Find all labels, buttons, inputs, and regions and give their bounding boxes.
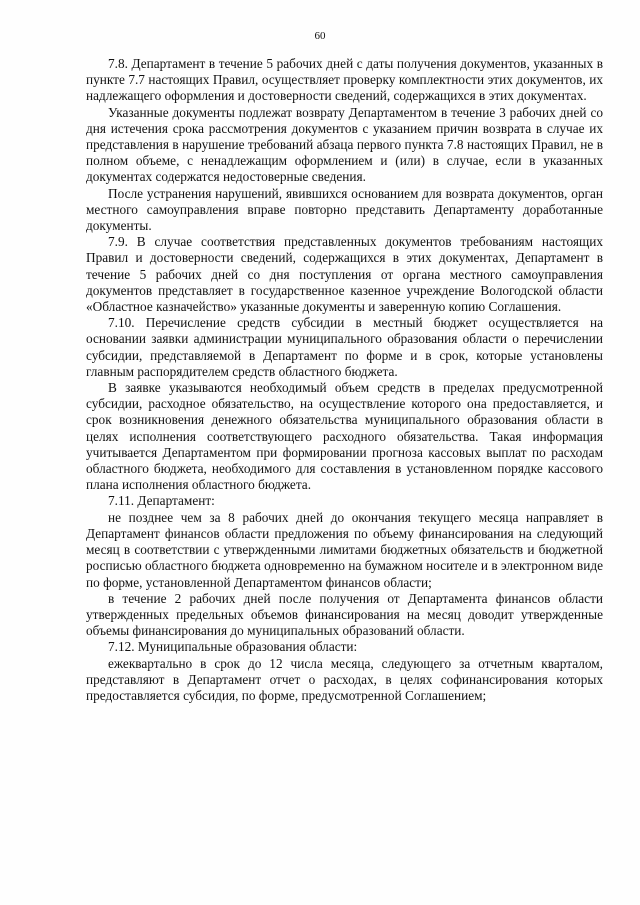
paragraph-7-12: 7.12. Муниципальные образования области: [108, 639, 358, 655]
paragraph-7-10: 7.10. Перечисление средств субсидии в местный бюджет осуществляется на основании заявки администрации муниципального образования области о перечислении субсидии, представляемой в Департамент по форме и в срок, которые установлены главным распорядителем средств областного бюджета. [86, 315, 603, 379]
paragraph-7-11: 7.11. Департамент: [108, 493, 215, 509]
paragraph-7-11-item-2: в течение 2 рабочих дней после получения от Департамента финансов области утвержденных предельных объемов финансирования на месяц доводит утвержденные объемы финансирования до муниципальных образований области. [86, 590, 603, 639]
paragraph-7-12-item-1: ежеквартально в срок до 12 числа месяца, следующего за отчетным кварталом, представляют в Департамент отчет о расходах, в целях софинансирования которых предоставляется субсидия, по форме, предусмотренной Соглашением; [86, 655, 603, 703]
paragraph-resubmission: После устранения нарушений, явившихся основанием для возврата документов, орган местного самоуправления вправе повторно представить Департаменту доработанные документы. [86, 185, 603, 234]
paragraph-application-contents: В заявке указываются необходимый объем средств в пределах предусмотренной субсидии, расходное обязательство, на осуществление которого она предоставляется, и срок возникновения денежного обязательства муниципального образования области в целях исполнения соответствующего расходного обязательства. Такая информация учитывается Департаментом при формировании прогноза кассовых выплат по расходам областного бюджета, необходимого для составления в установленном порядке кассового плана исполнения областного бюджета. [86, 380, 603, 493]
paragraph-7-8: 7.8. Департамент в течение 5 рабочих дней с даты получения документов, указанных в пункте 7.7 настоящих Правил, осуществляет проверку комплектности этих документов, их надлежащего оформления и достоверности сведений, содержащихся в этих документах. [86, 56, 603, 104]
paragraph-7-11-item-1: не позднее чем за 8 рабочих дней до окончания текущего месяца направляет в Департамент финансов области предложения по объему финансирования на следующий месяц в соответствии с утвержденными лимитами бюджетных обязательств и бюджетной росписью областного бюджета одновременно на бумажном носителе и в электронном виде по форме, установленной Департаментом финансов области; [86, 509, 603, 590]
document-body [86, 56, 603, 704]
page-number: 60 [314, 30, 326, 42]
paragraph-return-documents: Указанные документы подлежат возврату Департаментом в течение 3 рабочих дней со дня истечения срока рассмотрения документов с указанием причин возврата в случае их представления в нарушение требований абзаца первого пункта 7.8 настоящих Правил, не в полном объеме, с ненадлежащим оформлением и (или) в случае, если в указанных документах содержатся недостоверные сведения. [86, 104, 603, 185]
paragraph-7-9: 7.9. В случае соответствия представленных документов требованиям настоящих Правил и достоверности сведений, содержащихся в этих документах, Департамент в течение 5 рабочих дней со дня поступления от органа местного самоуправления документов представляет в государственное казенное учреждение Вологодской области «Областное казначейство» указанные документы и заверенную копию Соглашения. [86, 234, 603, 315]
